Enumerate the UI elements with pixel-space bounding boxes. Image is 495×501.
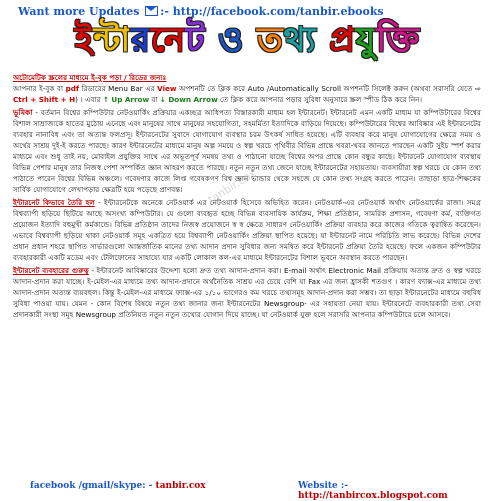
title-letter: ও (218, 20, 258, 60)
facebook-link[interactable]: http://facebook.com/tanbir.ebooks (172, 5, 384, 18)
title-letter: র (131, 20, 151, 60)
intro-text-4: ) । এবার (75, 95, 101, 104)
updates-separator: :- (160, 5, 169, 18)
kibhabe-paragraph (13, 197, 481, 263)
footer-bar (0, 478, 495, 501)
title-letter: থ্য (283, 20, 330, 60)
view-word: View (157, 84, 177, 93)
bhumika-heading: ভূমিকা (13, 108, 33, 117)
kibhabe-text: - ইন্টারনেটকে অনেকে নেটওয়ার্ক এর নেটওয়ার্ক হিসেবে অভিহিত করেন। নেটওয়ার্ক-এর নেটওয়ার্ক অর্থাৎ নেটওয়ার্কের রাজা। সমগ্র বিশ্বব্যাপী ছড়িয়ে ছিটিয়ে আছে অসংখ্য কম্পিউটার। যে গুলো ব্যবহৃত হচ্ছে বিভিন্ন ব্যবসায়িক কার্যক্রম, শিক্ষা প্রতিষ্ঠান, সামরিক প্রশাসন, গবেষণা কর্ম, ব্যক্তিগত প্রয়োজন ইত্যাদি বহুমুখী কর্মকান্ডে। বিভিন্ন প্রতিষ্ঠান তাদের নিজস্ব প্রয়োজনে স্ব স্ব ক্ষেত্রে সাধারণ নেটওয়ার্কিং প্রক্রিয়া ব্যবহার করে কাজের গতিকে ত্বরান্বিত করেছেন। এভাবে বিশ্বব্যাপী ছড়িয়ে থাকা নেটওয়ার্ক সমূহ একত্রিত হয়ে বিশ্বব্যাপী নেটওয়ার্কিং প্রক্রিয়া স্থাপিত হয়েছে। যা ইন্টারনেট নামে পরিচিতি লাভ করেছে। বিভিন্ন দেশের প্রধান প্রধান শহরে স্থাপিত সার্ভারগুলো আন্তর্জাতিক মানের তথ্য আদান প্রদান সুবিধার জন্য সমন্বিত করে ইন্টারনেট প্রক্রিয়া তৈরি হয়েছে। ফলে একজন কম্পিউটার ব্যবহারকারী একটি মডেম এবং টেলিফোনের সাহায্যে যার একটি লোকাল কল-এর মাধ্যমে ইন্টারনেটের বিশাল ভূবনে অবস্থান করতে পারছেন। (13, 198, 481, 262)
intro-text-1: আপনার ই-বুক বা (13, 84, 64, 93)
intro-text-3: অপশনটি তে ক্লিক করে Auto /Automatically Scroll অপশনটি সিলেক্ট করুন (অথবা সরাসরি যেতে ⇨ (179, 84, 481, 93)
footer-website-prefix: Website (298, 481, 338, 491)
gurutto-paragraph (13, 265, 481, 320)
title-letter: ত (257, 20, 284, 60)
title-letter: নে (150, 20, 186, 60)
footer-website-link[interactable]: http://tanbircox.blogspot.com (298, 491, 448, 501)
down-arrow-label: ↓ Down Arrow (159, 95, 218, 104)
shortcut-keys: Ctrl + Shift + H (13, 95, 76, 104)
mail-icon (145, 6, 158, 16)
title-area (0, 18, 495, 66)
title-letter: ই (74, 20, 94, 60)
footer-website (298, 481, 495, 501)
pdf-word: pdf (65, 84, 79, 93)
title-letter: ন্ (93, 20, 132, 60)
title-letter: প্র (329, 20, 356, 60)
bhumika-text: - বর্তমান বিশ্বের কম্পিউটার নেটওয়ার্কিং প্রক্রিয়ার একচ্ছত্র আধিপত্য বিস্তারকারী মাধ্যম হল ইন্টারনেট। ইন্টারনেট এমন একটি মাধ্যম যা কম্পিউটারের বিশ্বের বিশাল সাম্রাজ্যকে হাতের মুঠোয় এনেছে এবং মানুষের সাথে মানুষের সহযোগিতা, সহমর্মিতা ইত্যাদিকে বাড়িয়ে দিয়েছে। কম্পিউটারের বিশ্বের আবিষ্কার এই ইন্টারনেটের ব্যবহার নানাবিধ এবং তা অত্যন্ত ফলপ্রসূ। ইন্টারনেটের সুবাদে যোগাযোগ ব্যবস্থার চরম উৎকর্ষ সাধিত হয়েছে। এটি ব্যবহার করে মানুষ যোগাযোগের ক্ষেত্রে সময় ও অর্থের সাশ্রয় দুই-ই করতে পারছে। কারণ ইন্টারনেটের মাধ্যমে মানুষ অল্প সময়ে ও স্বল্প খরচে পৃথিবীর বিভিন্ন প্রান্তে খবরা-খবর জানতে পারছেন একটি সুইচ স্পর্শ করার মাধ্যমে এবং শুধু তাই নয়, মোবাইল প্রযুক্তির সাথে এর অভূতপূর্ব সমন্বয় তথ্য ও পাঠানো যাচ্ছে বিশ্বের অপর প্রান্তে কোন বন্ধুর কাছে। ইন্টারনেট যোগাযোগ ব্যবস্থায় বিভিন্ন পেশার মানুষ তার নিজস্ব পেশা সম্পর্কিত জ্ঞান আহরণ করতে পারছে। নতুন নতুন তথ্য জেনে যাচ্ছে ইন্টারনেটের সহায়তায়। ব্যবসায়ীরা স্বল্প খরচে যে কোন তথ্য পাঠাতে পারেন বিশ্বের বিভিন্ন অঞ্চলে। গবেষণার কাজে লিপ্ত গবেষকগণ বিশ্ব জ্ঞান ভান্ডার থেকে সহজে যে কোন তথ্য সংগ্রহ করতে পারেন। তাছাড়া ছাত্র-শিক্ষকের সার্বিক যোগাযোগে লেখাপড়ার ক্ষেত্রটি হয়ে পড়েছে প্রাণবন্ত। (13, 108, 481, 194)
gurutto-text: - ইন্টারনেট আবিষ্কারের উদ্দেশ্য হলো দ্রুত তথ্য আদান-প্রদান করা। E-mail অর্থাৎ Electronic Mail প্রক্রিয়ায় অত্যন্ত দ্রুত ও স্বল্প খরচে আদান-প্রদান করা যাচ্ছে। ই-মেইল-এর মাধ্যমে তথ্য আদান-প্রদানে অর্থনৈতিক সাশ্রয় এর চেয়ে বেশি যা Fax এর জন্য হ্রাসকী শতগুণ । কারণ ফ্যাক্স-এর মাধ্যমে তথ্য আদান-প্রদান অত্যন্ত ব্যয়বহুল। কিন্তু ই-মেইল-এর মাধ্যমে ফ্যাক্স-এর ১/১০ ভাগেরও কম খরচে তথ্যসমূহ আদান-প্রদান করা সম্ভব। তা ছাড়া ইন্টারনেটের মাধ্যমে বহুবিধ সুবিধা পাওয়া যায়। যেমন - কোন বিশেষ বিষয়ে নতুন তথ্য জানার জন্য ইন্টারনেটের Newsgroup- এর সহায়তা নেয়া যায়। ইন্টারনেটে ব্যবহারকারী তথ্য সেবা প্রদানকারী সংস্থা সমূহ Newsgroup প্রতিনিয়ত নতুন নতুন তথ্যের যোগান দিয়ে যাচ্ছে। যা নেটওয়ার্ক যুক্ত হলে সরাসরি আপনার কম্পিউটারে চলে আসবে। (13, 266, 481, 319)
footer-website-sep: :- (340, 481, 348, 491)
bhumika-paragraph (13, 107, 481, 195)
page-title (75, 18, 420, 62)
title-letter: ট (185, 20, 219, 60)
footer-contact-name[interactable]: tanbir.cox (155, 481, 206, 491)
watermark-text: tanbir.cox (205, 166, 259, 207)
gurutto-heading: ইন্টারনেট ব্যবহারের গুরুত্ব (13, 266, 89, 275)
intro-text-2: রিডারের Menu Bar এর (81, 84, 155, 93)
title-letter: যু (355, 20, 377, 60)
up-arrow-label: ↑ Up Arrow (102, 95, 150, 104)
footer-contact (30, 481, 206, 491)
footer-contact-prefix: facebook /gmail/skype: - (30, 481, 153, 491)
intro-paragraph (13, 72, 481, 105)
title-letter: ক্তি (376, 20, 421, 60)
updates-prefix: Want more Updates (18, 5, 140, 18)
intro-text-6: তে ক্লিক করে আপনার পড়ার সুবিধা অনুসারে স্ক্রল স্পীড ঠিক করে নিন। (220, 95, 423, 104)
article-body (13, 72, 481, 322)
kibhabe-heading: ইন্টারনেট কিভাবে তৈরি হল (13, 198, 95, 207)
intro-text-5: বা (151, 95, 158, 104)
updates-line (18, 5, 384, 18)
intro-heading: অটোমেটিক স্ক্রলের মাধ্যমে ই-বুক পড়া / রিডের জন্যঃ (13, 73, 167, 82)
